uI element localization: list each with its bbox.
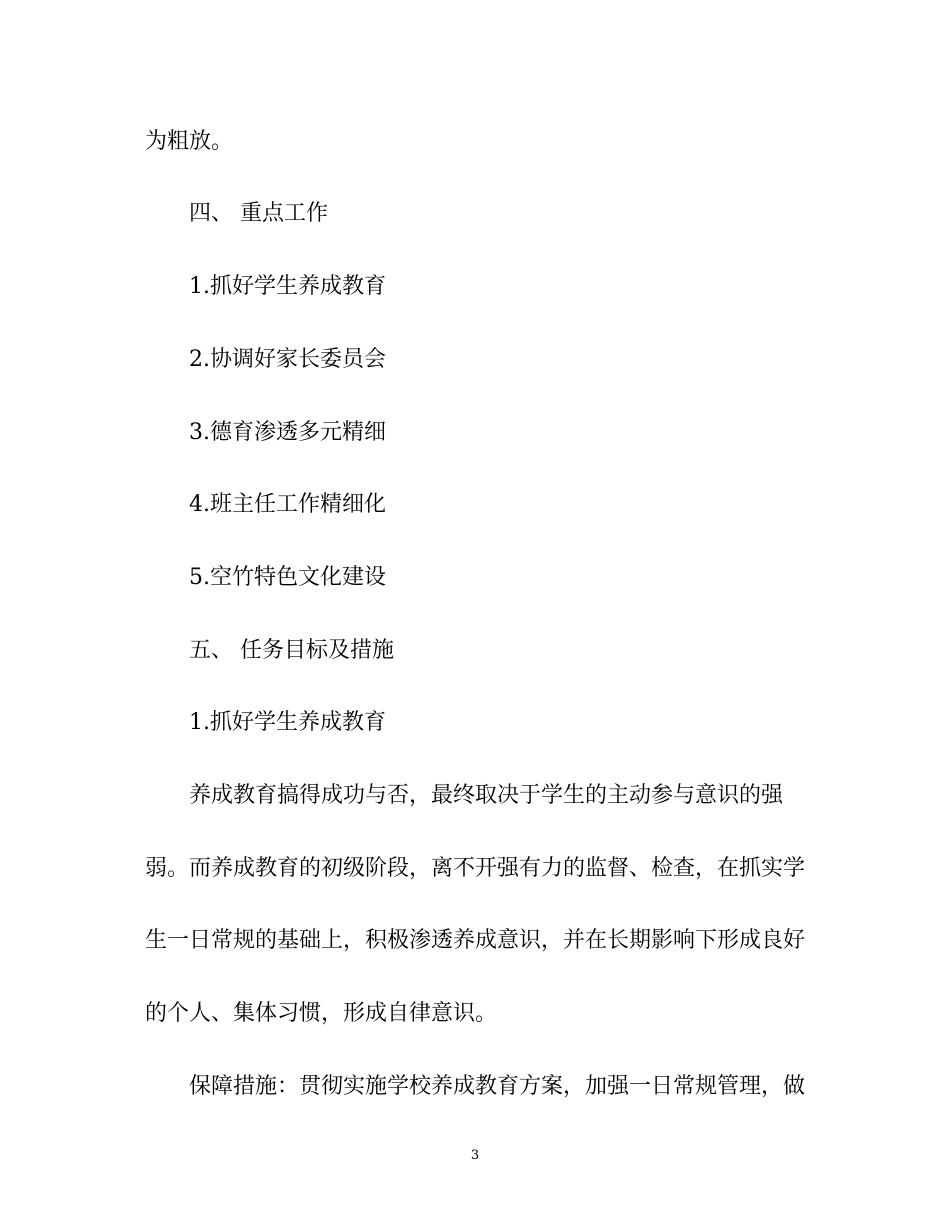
- section-heading-4: 四、 重点工作: [189, 201, 328, 226]
- section-heading-5: 五、 任务目标及措施: [189, 638, 394, 663]
- subsection-heading: 1.抓好学生养成教育: [189, 710, 386, 735]
- list-item: 2.协调好家长委员会: [189, 347, 386, 372]
- list-item: 1.抓好学生养成教育: [189, 274, 386, 299]
- list-item: 5.空竹特色文化建设: [189, 565, 386, 590]
- page-number: 3: [470, 1148, 480, 1163]
- paragraph-line: 养成教育搞得成功与否，最终取决于学生的主动参与意识的强: [189, 783, 784, 808]
- text-line: 为粗放。: [145, 129, 234, 154]
- paragraph-line: 弱。而养成教育的初级阶段，离不开强有力的监督、检查，在抓实学: [145, 856, 806, 881]
- paragraph-line: 生一日常规的基础上，积极渗透养成意识，并在长期影响下形成良好: [145, 928, 806, 953]
- paragraph-line: 的个人、集体习惯，形成自律意识。: [145, 1001, 498, 1026]
- list-item: 4.班主任工作精细化: [189, 492, 386, 517]
- paragraph-line: 保障措施：贯彻实施学校养成教育方案，加强一日常规管理，做: [189, 1074, 806, 1099]
- list-item: 3.德育渗透多元精细: [189, 420, 386, 445]
